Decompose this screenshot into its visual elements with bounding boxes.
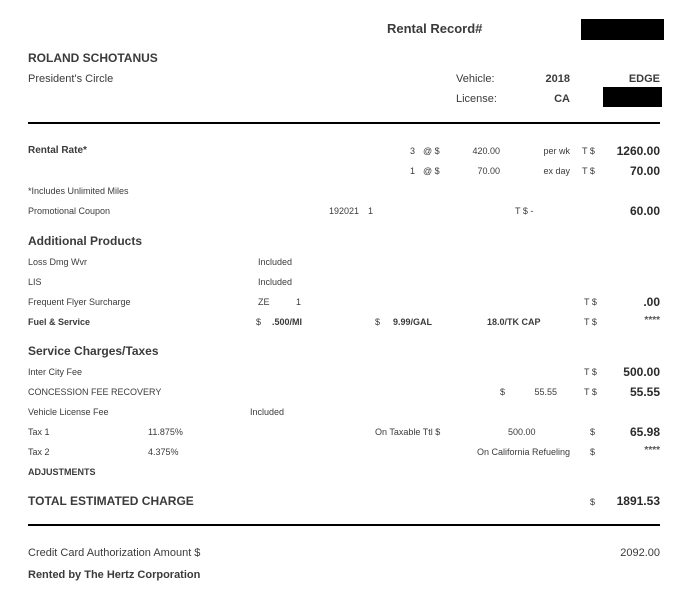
vehicle-license-fee-label: Vehicle License Fee <box>28 407 109 417</box>
service-charges-title: Service Charges/Taxes <box>28 344 159 358</box>
concession-fee-value: 55.55 <box>534 387 557 397</box>
tax2-rate: 4.375% <box>148 447 179 457</box>
fuel-per-mile: .500/MI <box>272 317 303 327</box>
tax1-basis-label: On Taxable Ttl $ <box>375 427 441 437</box>
adjustments-label: ADJUSTMENTS <box>28 467 96 477</box>
frequent-flyer-tax: T $ <box>584 297 597 307</box>
promo-coupon-count: 1 <box>368 206 374 216</box>
rental-rate-title: Rental Rate* <box>28 145 87 156</box>
tax1-amount: 65.98 <box>629 425 660 439</box>
rate-line-total: 1260.00 <box>616 144 660 158</box>
tax2-label: Tax 2 <box>28 447 50 457</box>
rate-amount: 70.00 <box>477 166 500 176</box>
card-auth-amount: 2092.00 <box>620 547 660 559</box>
tax2-basis-label: On California Refueling <box>477 447 571 457</box>
inter-city-fee-label: Inter City Fee <box>28 367 83 377</box>
loss-damage-label: Loss Dmg Wvr <box>28 257 88 267</box>
fuel-per-gallon: 9.99/GAL <box>393 317 433 327</box>
rate-qty: 3 <box>409 146 415 156</box>
rental-record-label: Rental Record# <box>387 21 483 36</box>
fuel-dollar-2: $ <box>375 317 381 327</box>
tax1-basis: 500.00 <box>508 427 536 437</box>
concession-fee-dollar: $ <box>500 387 506 397</box>
tax1-dollar: $ <box>590 427 596 437</box>
vehicle-model: EDGE <box>628 73 660 85</box>
inter-city-fee-amount: 500.00 <box>623 365 660 379</box>
rate-unit: ex day <box>543 166 570 176</box>
promo-coupon-amount: 60.00 <box>629 204 660 218</box>
unlimited-miles-note: *Includes Unlimited Miles <box>28 186 129 196</box>
rate-qty: 1 <box>409 166 415 176</box>
promo-coupon-code: 192021 <box>329 206 360 216</box>
rate-at: @ $ <box>423 166 440 176</box>
fuel-service-label: Fuel & Service <box>28 317 91 327</box>
frequent-flyer-amount: .00 <box>643 295 660 309</box>
concession-fee-amount: 55.55 <box>629 385 660 399</box>
tax1-rate: 11.875% <box>148 427 183 437</box>
total-dollar: $ <box>590 497 596 507</box>
additional-products-title: Additional Products <box>28 234 142 248</box>
promo-coupon-tax: T $ - <box>515 206 534 216</box>
rate-amount: 420.00 <box>472 146 500 156</box>
frequent-flyer-code: ZE <box>258 297 270 307</box>
tax2-dollar: $ <box>590 447 596 457</box>
rate-at: @ $ <box>423 146 440 156</box>
rate-tax-flag: T $ <box>582 166 595 176</box>
vehicle-license-fee-value: Included <box>250 407 285 417</box>
fuel-tax: T $ <box>584 317 597 327</box>
concession-fee-tax: T $ <box>584 387 597 397</box>
loss-damage-value: Included <box>258 257 293 267</box>
rental-record-number-redacted <box>581 19 664 40</box>
fuel-dollar: $ <box>256 317 262 327</box>
tax2-amount: **** <box>644 445 660 456</box>
membership-tier: President's Circle <box>28 73 114 85</box>
total-label: TOTAL ESTIMATED CHARGE <box>28 494 194 508</box>
promo-coupon-label: Promotional Coupon <box>28 206 111 216</box>
fuel-tank-capacity: 18.0/TK CAP <box>487 317 541 327</box>
lis-label: LIS <box>28 277 42 287</box>
frequent-flyer-count: 1 <box>296 297 302 307</box>
customer-name: ROLAND SCHOTANUS <box>28 51 158 65</box>
vehicle-year: 2018 <box>545 73 570 85</box>
rate-unit: per wk <box>543 146 570 156</box>
inter-city-fee-tax: T $ <box>584 367 597 377</box>
card-auth-label: Credit Card Authorization Amount $ <box>28 547 201 559</box>
total-amount: 1891.53 <box>616 494 660 508</box>
license-state: CA <box>554 93 570 105</box>
fuel-amount: **** <box>644 315 660 326</box>
frequent-flyer-label: Frequent Flyer Surcharge <box>28 297 131 307</box>
tax1-label: Tax 1 <box>28 427 50 437</box>
license-label: License: <box>456 93 497 105</box>
concession-fee-label: CONCESSION FEE RECOVERY <box>28 387 162 397</box>
vehicle-label: Vehicle: <box>456 73 495 85</box>
license-plate-redacted <box>603 87 662 107</box>
rented-by: Rented by The Hertz Corporation <box>28 569 201 581</box>
rate-line-total: 70.00 <box>629 164 660 178</box>
lis-value: Included <box>258 277 293 287</box>
header-divider <box>28 122 660 124</box>
total-divider <box>28 524 660 526</box>
rate-tax-flag: T $ <box>582 146 595 156</box>
